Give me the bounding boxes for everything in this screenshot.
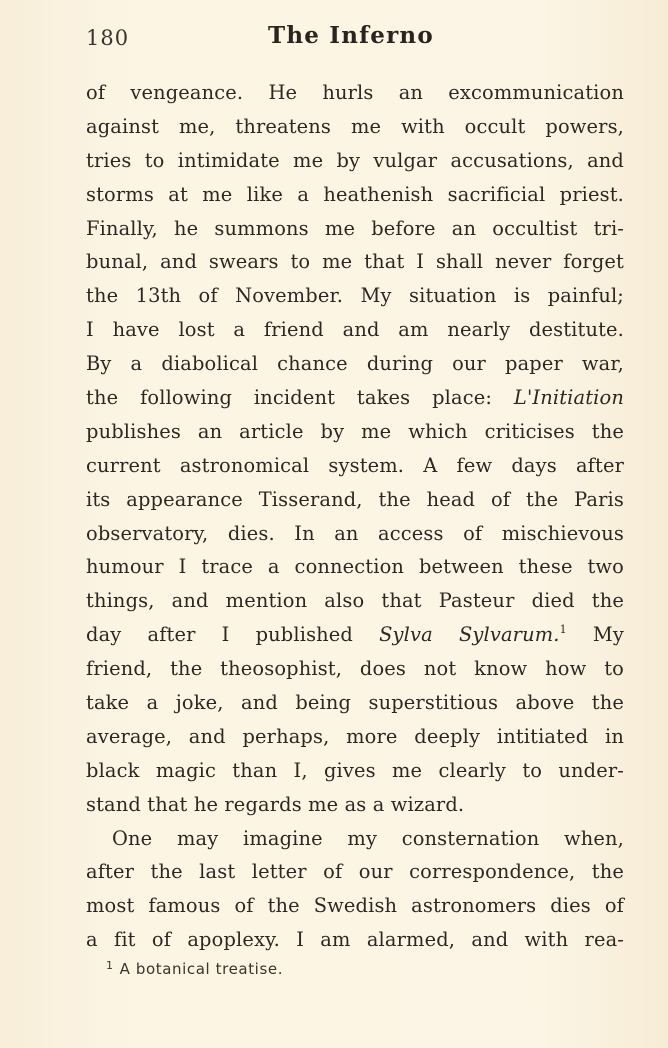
body-text bbox=[86, 76, 624, 957]
text-line: Finally, he summons me before an occultist tri- bbox=[86, 216, 624, 240]
footnote-reference: 1 bbox=[559, 623, 567, 637]
text-segment: My bbox=[566, 623, 624, 647]
text-line: the 13th of November. My situation is painful; bbox=[86, 284, 624, 308]
text-line: publishes an article by me which criticises the bbox=[86, 419, 624, 443]
text-line: friend, the theosophist, does not know how to bbox=[86, 657, 624, 681]
text-line: things, and mention also that Pasteur died the bbox=[86, 589, 624, 613]
text-line: most famous of the Swedish astronomers dies of bbox=[86, 894, 624, 918]
text-line: a fit of apoplexy. I am alarmed, and with rea- bbox=[86, 928, 624, 952]
text-line bbox=[86, 381, 624, 415]
text-segment: the following incident takes place: bbox=[86, 386, 514, 410]
text-line: tries to intimidate me by vulgar accusations, and bbox=[86, 148, 624, 172]
text-line: I have lost a friend and am nearly destitute. bbox=[86, 318, 624, 342]
text-line: after the last letter of our correspondence, the bbox=[86, 860, 624, 884]
italic-title: Sylva Sylvarum. bbox=[379, 623, 560, 647]
text-line: average, and perhaps, more deeply intitiated in bbox=[86, 724, 624, 748]
text-line: One may imagine my consternation when, bbox=[112, 826, 624, 850]
text-line: observatory, dies. In an access of mischievous bbox=[86, 521, 624, 545]
text-line: black magic than I, gives me clearly to under- bbox=[86, 758, 624, 782]
text-line bbox=[86, 618, 624, 652]
text-line: bunal, and swears to me that I shall never forget bbox=[86, 250, 624, 274]
italic-title: L'Initiation bbox=[513, 386, 624, 410]
text-line: its appearance Tisserand, the head of the Paris bbox=[86, 487, 624, 511]
footnote-text: A botanical treatise. bbox=[119, 960, 284, 978]
text-line: humour I trace a connection between these two bbox=[86, 555, 624, 579]
text-line: current astronomical system. A few days after bbox=[86, 453, 624, 477]
text-segment: day after I published bbox=[86, 623, 380, 647]
text-line: of vengeance. He hurls an excommunication bbox=[86, 81, 624, 104]
text-line: storms at me like a heathenish sacrificial priest. bbox=[86, 182, 624, 206]
text-line: stand that he regards me as a wizard. bbox=[86, 792, 465, 816]
text-line: take a joke, and being superstitious above the bbox=[86, 691, 624, 715]
footnote bbox=[106, 960, 283, 978]
text-line: against me, threatens me with occult powers, bbox=[86, 114, 624, 138]
page-number: 180 bbox=[86, 26, 130, 50]
text-line: By a diabolical chance during our paper war, bbox=[86, 352, 624, 376]
footnote-marker: 1 bbox=[106, 959, 114, 972]
page-header bbox=[86, 22, 626, 56]
running-title: The Inferno bbox=[268, 22, 434, 49]
